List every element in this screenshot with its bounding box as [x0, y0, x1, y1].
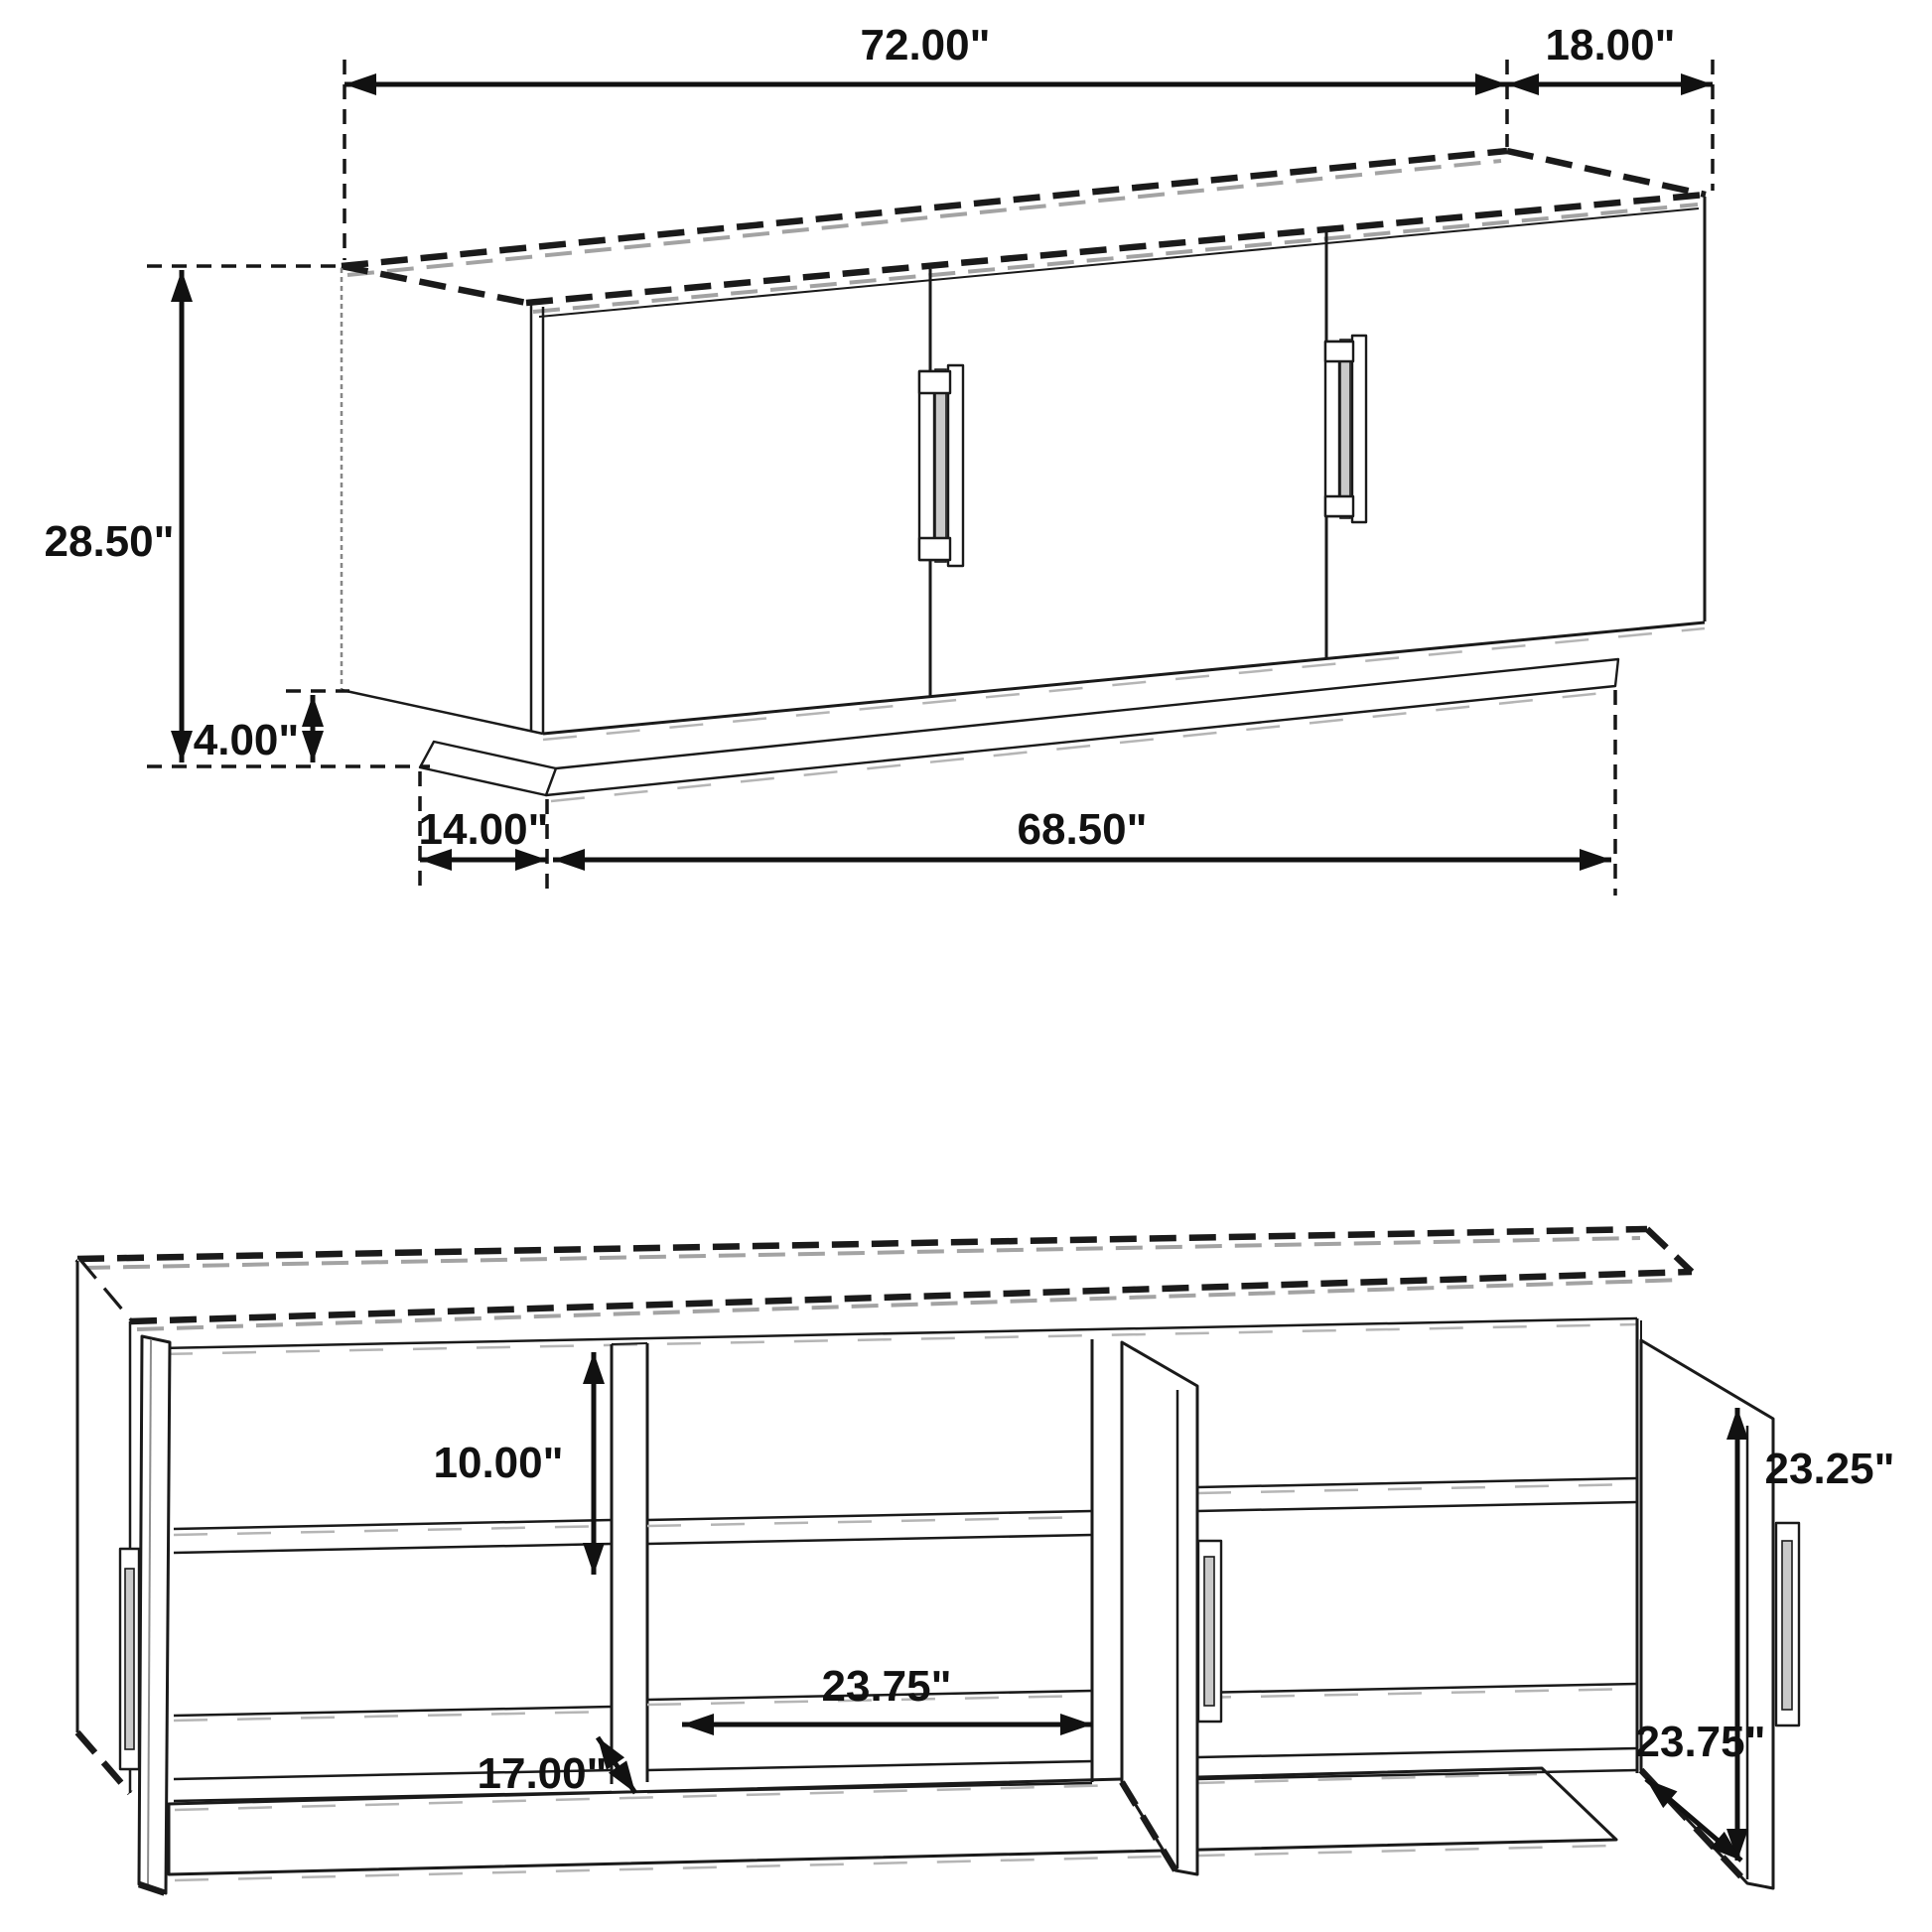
dim-label-compartment-depth: 17.00"	[477, 1749, 608, 1798]
handle-bar-icon	[1352, 336, 1366, 522]
handle-top-bracket-icon	[1325, 342, 1353, 361]
shelf-top-edge	[174, 1520, 612, 1529]
handle-bottom-bracket-icon	[1325, 496, 1353, 516]
dim-label-overall-width: 72.00"	[860, 21, 991, 69]
base-front-face	[546, 659, 1618, 795]
divider-1-top-edge	[612, 1343, 647, 1344]
dim-label-door-width: 23.75"	[1635, 1718, 1766, 1766]
shelf-top-edge	[1197, 1478, 1637, 1487]
dim-base-height	[194, 691, 349, 764]
left-side-bottom-edge	[342, 690, 543, 734]
shelf-front-edge	[647, 1535, 1092, 1544]
right-door-handle	[1325, 336, 1366, 522]
handle-bar-shade-icon	[935, 369, 946, 562]
dim-label-overall-height: 28.50"	[44, 517, 175, 566]
shelf-front-edge	[1197, 1502, 1637, 1511]
handle-bar-icon	[948, 365, 963, 566]
dim-label-overall-depth: 18.00"	[1545, 21, 1676, 69]
middle-door-handle-bar-icon	[1204, 1557, 1214, 1706]
base-left-face	[420, 742, 556, 795]
dim-label-base-front-width: 68.50"	[1017, 805, 1148, 854]
bottom-rail-top	[1197, 1748, 1637, 1757]
dim-label-shelf-clearance: 10.00"	[433, 1439, 564, 1487]
opening-top-rail-shading	[159, 1324, 1637, 1354]
floor-edge	[174, 1707, 612, 1716]
compartment-right-interior	[1197, 1478, 1637, 1779]
left-door-panel	[139, 1336, 170, 1893]
base-plinth	[169, 1768, 1616, 1874]
handle-plate-icon	[1325, 342, 1339, 516]
dim-shelf-clearance	[434, 1352, 594, 1575]
handle-plate-icon	[919, 371, 934, 560]
handle-top-bracket-icon	[919, 371, 950, 393]
shelf-front-edge	[174, 1544, 612, 1553]
right-door-panel	[1641, 1340, 1773, 1888]
dim-label-base-height: 4.00"	[193, 716, 300, 764]
floor-shading	[1197, 1689, 1637, 1698]
bottom-rail-top	[647, 1761, 1092, 1770]
right-door-open	[1641, 1340, 1799, 1888]
dim-label-base-side-depth: 14.00"	[418, 805, 549, 854]
dim-middle-compartment-width	[682, 1662, 1092, 1725]
shelf-top-edge	[647, 1511, 1092, 1520]
dim-label-door-height: 23.25"	[1764, 1445, 1895, 1493]
left-door-handle-bar-icon	[125, 1569, 134, 1749]
handle-bottom-bracket-icon	[919, 538, 950, 560]
dim-label-middle-compartment-width: 23.75"	[821, 1662, 952, 1711]
dim-overall-height	[45, 266, 430, 766]
handle-bar-shade-icon	[1340, 340, 1350, 518]
view-closed-cabinet	[45, 21, 1713, 896]
view-open-cabinet	[77, 1229, 1894, 1893]
compartment-middle-interior	[647, 1511, 1092, 1792]
floor-shading	[174, 1712, 612, 1721]
base-bottom-shading	[551, 692, 1612, 801]
right-door-handle-bar-icon	[1782, 1541, 1792, 1710]
middle-door-handle	[919, 365, 963, 566]
floor-edge	[1197, 1684, 1637, 1693]
